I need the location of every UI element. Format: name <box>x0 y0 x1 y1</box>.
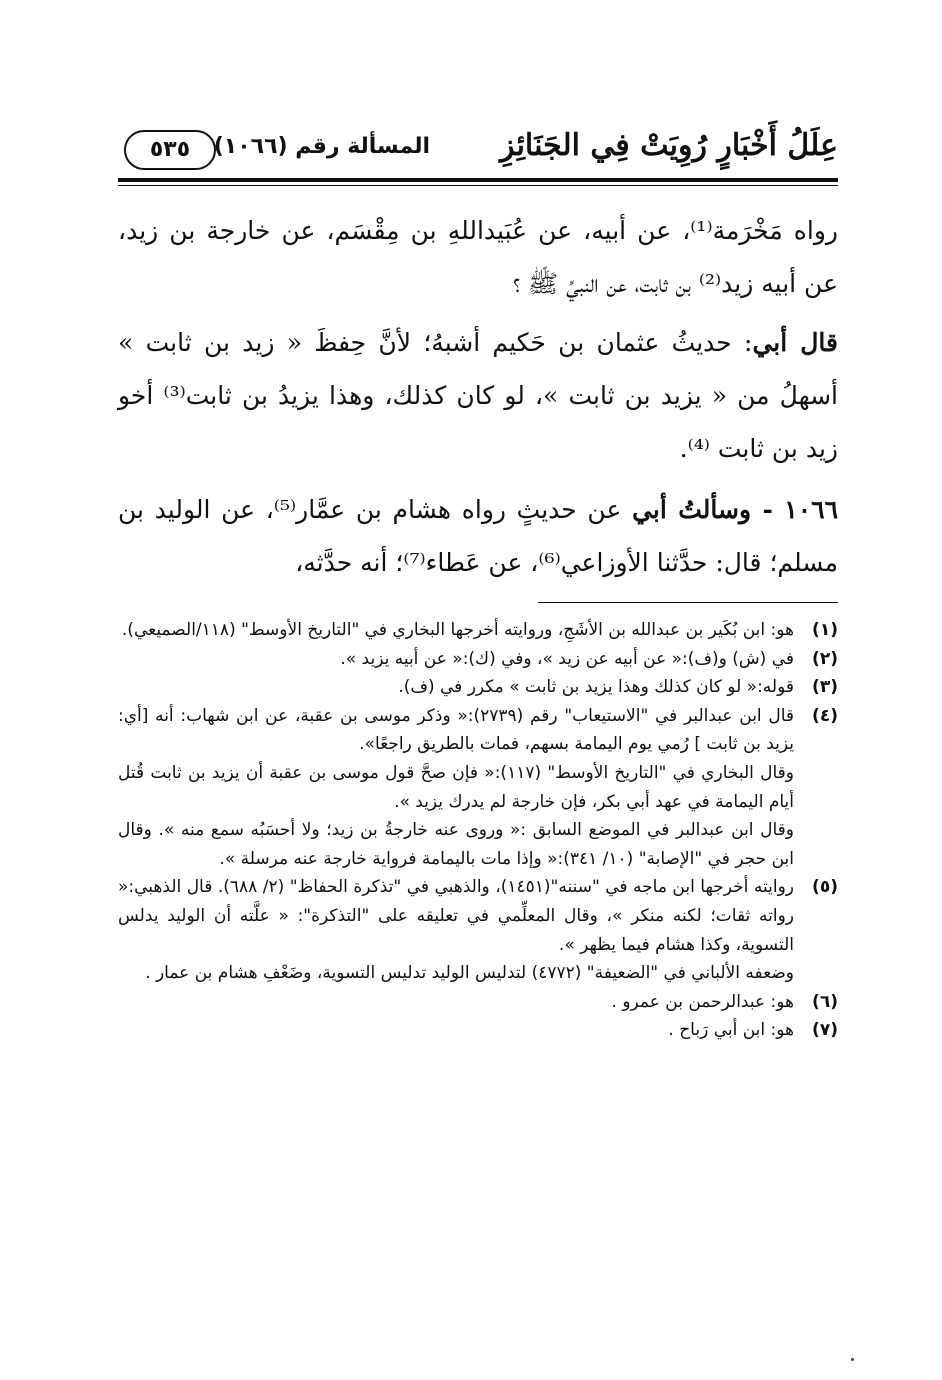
footnote <box>118 645 838 674</box>
footnote-text <box>118 616 794 645</box>
footnote-line: هو: ابن بُكَير بن عبدالله بن الأشَجِ، وروايته أخرجها البخاري في "التاريخ الأوسط" (١١٨/الصميعي). <box>121 620 794 640</box>
footnote-line: روايته أخرجها ابن ماجه في "سننه"(١٤٥١)، والذهبي في "تذكرة الحفاظ" (٢/ ٦٨٨). قال الذهبي:« رواته ثقات؛ لكنه منكر »، وقال المعلِّمي في تعليقه على "التذكرة": « علَّته أن الوليد يدلس التسوية، وكذا هشام فيما يظهر ». <box>118 877 794 955</box>
footnote-number: (٢) <box>812 648 838 669</box>
paragraph-3 <box>118 483 838 589</box>
footnote-line: هو: ابن أبي رَباح . <box>668 1020 794 1041</box>
paragraph-2 <box>118 316 838 475</box>
footnote-text <box>118 673 794 702</box>
footnote-number: (٦) <box>812 991 838 1012</box>
paragraph-2-body: : حديثُ عثمان بن حَكيم أشبهُ؛ لأنَّ حِفظَ « زيد بن ثابت » أسهلُ من « يزيد بن ثابت »، لو كان كذلك، وهذا يزيدُ بن ثابت⁽³⁾ أخو زيد بن ثابت ⁽⁴⁾. <box>118 328 839 463</box>
paragraph-2-lead: قال أبي <box>752 328 838 357</box>
footnote-number: (١) <box>812 620 838 640</box>
footnote <box>118 702 838 874</box>
footnote-line: قوله:« لو كان كذلك وهذا يزيد بن ثابت » مكرر في (ف). <box>398 677 794 698</box>
footnote-text <box>118 873 794 987</box>
footnote-line: هو: عبدالرحمن بن عمرو . <box>611 991 794 1012</box>
page-number-badge: ٥٣٥ <box>124 130 216 170</box>
header-rule-thick <box>118 178 838 182</box>
book-title: عِلَلُ أَخْبَارٍ رُوِيَتْ فِي الجَنَائِزِ <box>500 128 838 163</box>
paragraph-1: رواه مَخْرَمة⁽¹⁾، عن أبيه، عن عُبَيداللهِ بن مِقْسَم، عن خارجة بن زيد، عن أبيه زيد⁽²⁾ بن ثابت، عن النبيِّ ﷺ ؟ <box>118 216 838 298</box>
footnote-text <box>118 988 794 1017</box>
main-text <box>118 204 838 589</box>
footnote <box>118 988 838 1017</box>
footnote <box>118 873 838 987</box>
header-rule-thin <box>118 185 838 186</box>
footnote-line: وقال البخاري في "التاريخ الأوسط" (١١٧):« فإن صحَّ قول موسى بن عقبة أن يزيد بن ثابت قُتل أيام اليمامة في عهد أبي بكر، فإن خارجة لم يدرك يزيد ». <box>118 762 794 812</box>
footnote-text <box>118 645 794 674</box>
footnote-number: (٧) <box>812 1020 838 1041</box>
footnote-line: وضعفه الألباني في "الضعيفة" (٤٧٧٢) لتدليس الوليد تدليس التسوية، وضَعْفِ هشام بن عمار . <box>145 963 794 984</box>
footnote-number: (٤) <box>812 705 838 726</box>
footnote-text <box>118 702 794 874</box>
footnote-line: في (ش) و(ف):« عن أبيه عن زيد »، وفي (ك):« عن أبيه يزيد ». <box>340 648 794 669</box>
issue-heading: ١٠٦٦ - وسألتُ أبي <box>632 495 839 524</box>
footnote-number: (٥) <box>812 877 838 898</box>
footnote-separator <box>538 602 838 603</box>
issue-number: المسألة رقم (١٠٦٦) <box>213 134 430 159</box>
footnotes <box>118 616 838 1045</box>
footnote-number: (٣) <box>812 677 838 698</box>
paragraph-3-body: عن حديثٍ رواه هشام بن عمَّار⁽⁵⁾، عن الوليد بن مسلم؛ قال: حدَّثنا الأوزاعي⁽⁶⁾، عن عَطاء⁽⁷⁾؛ أنه حدَّثه، <box>118 495 838 577</box>
footnote <box>118 616 838 645</box>
footnote <box>118 1016 838 1045</box>
page-header <box>118 118 838 180</box>
page-speck <box>851 1358 854 1361</box>
footnote-line: وقال ابن عبدالبر في الموضع السابق :« وروى عنه خارجةُ بن زيد؛ ولا أحسَبُه سمع منه ». وقال ابن حجر في "الإصابة" (١٠/ ٣٤١):« وإذا مات باليمامة فرواية خارجة عنه مرسلة ». <box>118 820 794 869</box>
footnote-text <box>118 1016 794 1045</box>
footnote <box>118 673 838 702</box>
footnote-line: قال ابن عبدالبر في "الاستيعاب" رقم (٢٧٣٩):« وذكر موسى بن عقبة، عن ابن شهاب: أنه [أي: يزيد بن ثابت ] رُمي يوم اليمامة بسهم، فمات بالطريق راجعًا». <box>118 705 794 755</box>
